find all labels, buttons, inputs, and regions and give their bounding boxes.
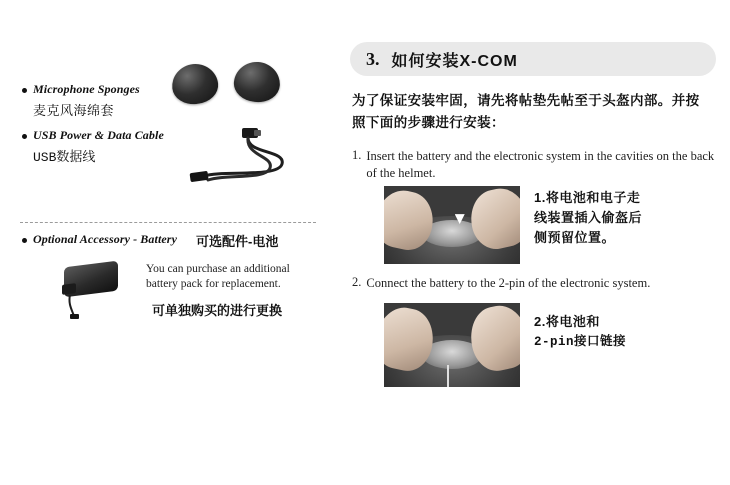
battery-image bbox=[60, 262, 140, 320]
install-step-2 bbox=[352, 275, 718, 292]
intro-paragraph-cn: 为了保证安装牢固，请先将帖垫先帖至于头盔内部。并按照下面的步骤进行安装： bbox=[352, 93, 700, 130]
sponge-shape bbox=[233, 60, 282, 103]
section-divider bbox=[20, 222, 316, 223]
step-1-note-line-1: 1.将电池和电子走 bbox=[534, 190, 641, 205]
microphone-sponges-label-en: Microphone Sponges bbox=[33, 82, 140, 96]
usb-cable-label-cn: USB数据线 bbox=[33, 150, 96, 165]
battery-wire-shape bbox=[447, 365, 449, 387]
section-header bbox=[350, 42, 716, 76]
optional-battery-item bbox=[22, 232, 177, 247]
section-title: 如何安装X-COM bbox=[391, 52, 518, 70]
section-number: 3. bbox=[366, 48, 380, 69]
bullet-icon bbox=[22, 134, 27, 139]
battery-purchase-note-cn: 可单独购买的进行更换 bbox=[152, 303, 283, 318]
step-2-number: 2. bbox=[352, 275, 362, 289]
battery-purchase-note-en: You can purchase an additional battery pack for replacement. bbox=[146, 263, 290, 290]
optional-battery-label-cn: 可选配件-电池 bbox=[196, 234, 279, 249]
sponge-shape bbox=[170, 62, 220, 107]
step-2-text: Connect the battery to the 2-pin of the electronic system. bbox=[366, 276, 651, 290]
step-1-note-cn bbox=[534, 188, 720, 248]
usb-cable-icon bbox=[182, 126, 302, 188]
step-1-note-line-2: 线装置插入偷盔后 bbox=[534, 210, 643, 225]
microphone-sponges-image bbox=[170, 62, 300, 106]
step-2-note-line-1: 2.将电池和 bbox=[534, 314, 600, 329]
step-2-note-cn bbox=[534, 312, 720, 352]
right-column bbox=[336, 0, 730, 485]
microphone-sponges-label-cn: 麦克风海绵套 bbox=[33, 103, 115, 118]
left-column bbox=[0, 0, 330, 485]
install-step-1 bbox=[352, 148, 718, 182]
usb-cable-image bbox=[182, 126, 302, 188]
bullet-icon bbox=[22, 88, 27, 93]
optional-battery-label-en: Optional Accessory - Battery bbox=[33, 232, 178, 246]
step-2-photo bbox=[384, 303, 520, 387]
microphone-sponges-item bbox=[22, 82, 140, 119]
step-1-number: 1. bbox=[352, 148, 362, 162]
step-1-note-line-3: 侧预留位置。 bbox=[534, 230, 616, 245]
usb-cable-label-en: USB Power & Data Cable bbox=[33, 128, 164, 142]
step-1-photo bbox=[384, 186, 520, 264]
usb-cable-item bbox=[22, 128, 164, 165]
battery-wire-icon bbox=[60, 262, 140, 320]
step-1-text: Insert the battery and the electronic system in the cavities on the back of the helmet. bbox=[366, 149, 715, 180]
bullet-icon bbox=[22, 238, 27, 243]
step-2-note-line-2: 2-pin接口链接 bbox=[534, 335, 627, 349]
